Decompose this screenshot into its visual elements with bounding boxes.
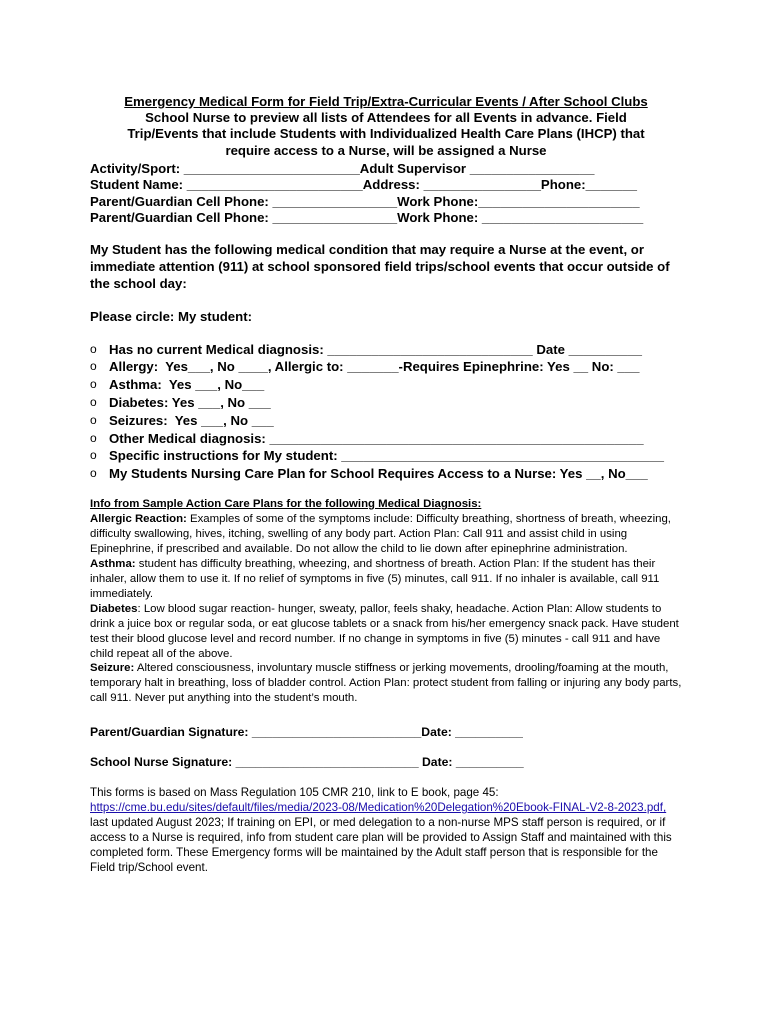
footer-text: last updated August 2023; If training on EPI, or med delegation to a non-nurse MPS staff person is required, or if access to a Nurse is required, info from student care plan will be provided to Assign Staff and maintained with this completed form. These Emergency forms will be maintained by the Adult staff person that is responsible for the Field trip/School event. (90, 816, 672, 874)
checklist-item[interactable]: o Other Medical diagnosis: ___________________________________________________ (90, 430, 644, 446)
checklist-item[interactable]: o Specific instructions for My student: ____________________________________________ (90, 448, 664, 464)
header-line-3: Trip/Events that include Students with Individualized Health Care Plans (IHCP) that (127, 126, 645, 142)
checklist-item[interactable]: o Asthma: Yes ___, No___ (90, 377, 265, 393)
circle-prompt: Please circle: My student: (90, 308, 252, 324)
bullet-icon: o (90, 377, 97, 392)
nurse-signature-line[interactable]: School Nurse Signature: ___________________________ Date: __________ (90, 755, 524, 770)
footer-intro: This forms is based on Mass Regulation 105 CMR 210, link to E book, page 45: (90, 786, 499, 800)
bullet-icon: o (90, 448, 97, 463)
bullet-icon: o (90, 412, 97, 427)
header-line-4: require access to a Nurse, will be assigned a Nurse (225, 142, 547, 158)
info-asthma: Asthma: student has difficulty breathing, wheezing, and shortness of breath. Action Plan: If the student has their inhaler, allow them to use it. If no relief of symptoms in five (5) minutes, call 911. If no inhaler is available, call 911 immediately. (90, 557, 660, 600)
form-page (90, 94, 682, 876)
ebook-link[interactable]: https://cme.bu.edu/sites/default/files/media/2023-08/Medication%20Delegation%20Ebook-FINAL-V2-8-2023.pdf, (90, 801, 667, 815)
info-seizure: Seizure: Altered consciousness, involuntary muscle stiffness or jerking movements, drooling/foaming at the mouth, temporary halt in breathing, loss of bladder control. Action Plan: protect student from falling or injuring any body parts, call 911. Never put anything into the student’s mouth. (90, 662, 682, 705)
checklist-item[interactable]: o My Students Nursing Care Plan for School Requires Access to a Nurse: Yes __, No___ (90, 466, 648, 482)
checklist-item[interactable]: o Diabetes: Yes ___, No ___ (90, 395, 271, 411)
activity-supervisor-field[interactable]: Activity/Sport: ________________________Adult Supervisor _________________ (90, 160, 595, 176)
form-title: Emergency Medical Form for Field Trip/Extra-Curricular Events / After School Clubs (124, 94, 648, 109)
info-diabetes: Diabetes: Low blood sugar reaction- hunger, sweaty, pallor, feels shaky, headache. Action Plan: Allow students to drink a juice box or regular soda, or eat glucose tablets or a snack from his/her emergency snack pack. Have student test their blood glucose level and record number. If no change in symptoms in five (5) minutes - call 911 and have child repeat all of the above. (90, 602, 679, 660)
bullet-icon: o (90, 430, 97, 445)
footer-note (90, 786, 682, 875)
info-allergic-reaction: Allergic Reaction: Examples of some of the symptoms include: Difficulty breathing, shortness of breath, wheezing, difficulty swallowing, hives, itching, swelling of any body part. Action Plan: Call 911 and assist child in using Epinephrine, if prescribed and available. Do not allow the child to lie down after epinephrine administration. (90, 512, 671, 555)
parent-signature-line[interactable]: Parent/Guardian Signature: _________________________Date: __________ (90, 725, 523, 740)
guardian-cell-work-field-1[interactable]: Parent/Guardian Cell Phone: _________________Work Phone:______________________ (90, 193, 640, 209)
bullet-icon: o (90, 359, 97, 374)
checklist-item[interactable]: o Has no current Medical diagnosis: ____________________________ Date __________ (90, 341, 642, 357)
header-line-2: School Nurse to preview all lists of Attendees for all Events in advance. Field (145, 110, 627, 126)
bullet-icon: o (90, 466, 97, 481)
bullet-icon: o (90, 341, 97, 356)
info-fields (90, 161, 682, 227)
student-address-phone-field[interactable]: Student Name: ________________________Address: ________________Phone:_______ (90, 177, 637, 193)
condition-statement: My Student has the following medical condition that may require a Nurse at the event, or immediate attention (911) at school sponsored field trips/school events that occur outside of the school day: (90, 242, 670, 292)
checklist-item[interactable]: o Seizures: Yes ___, No ___ (90, 412, 274, 428)
info-title: Info from Sample Action Care Plans for the following Medical Diagnosis: (90, 498, 482, 510)
guardian-cell-work-field-2[interactable]: Parent/Guardian Cell Phone: _________________Work Phone: ______________________ (90, 210, 644, 226)
checklist-item[interactable]: o Allergy: Yes___, No ____, Allergic to: _______-Requires Epinephrine: Yes __ No: ___ (90, 359, 640, 375)
bullet-icon: o (90, 395, 97, 410)
condition-checklist (90, 341, 682, 483)
action-plan-info (90, 497, 682, 706)
form-header (90, 94, 682, 159)
